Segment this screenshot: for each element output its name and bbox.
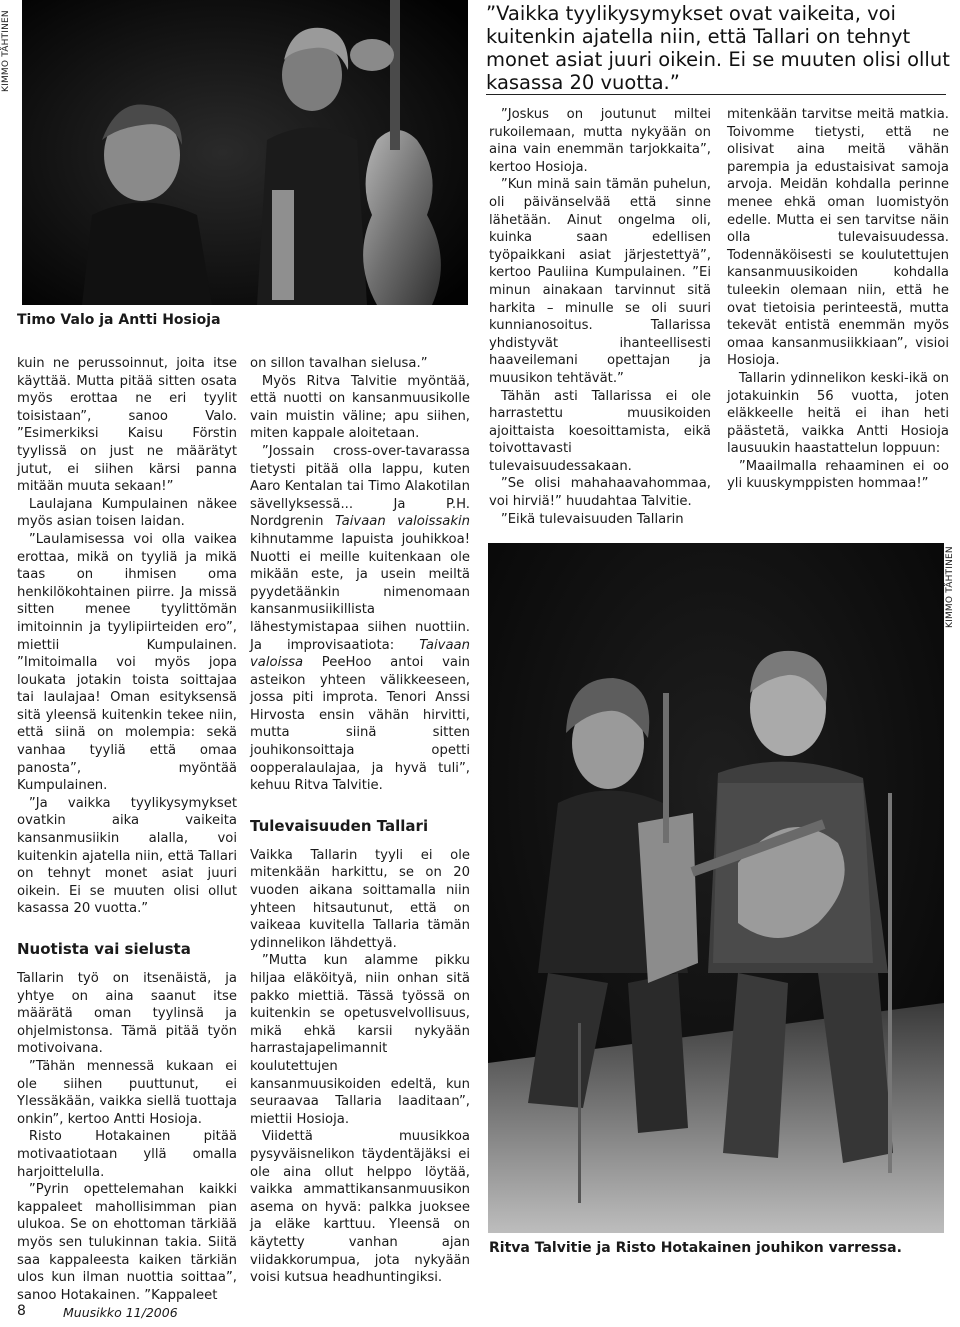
col1-paragraph: kuin ne perussoinnut, joita itse käyttää. Mutta pitää sitten osata myös erottaa ne eri tyylit toisistaan”, sanoo Valo. ”Esimerkiksi Kaisu Förstin tyylissä on just ne määrätyt jutut, ei siihen kärsi panna mitään muuta sekaan!”: [17, 356, 237, 495]
column-3: [489, 106, 711, 528]
caption-bottom: Ritva Talvitie ja Risto Hotakainen jouhikon varressa.: [489, 1240, 902, 1256]
pull-quote: ”Vaikka tyylikysymykset ovat vaikeita, voi kuitenkin ajatella niin, että Tallari on tehnyt monet asiat juuri oikein. Ei se muuten olisi ollut kasassa 20 vuotta.”: [486, 2, 950, 94]
column-4: [727, 106, 949, 493]
col3-paragraph: ”Se olisi mahahaavahommaa, voi hirviä!” huudahtaa Talvitie.: [489, 476, 711, 510]
col2-paragraph: Viidettä muusikkoa pysyväisnelikon täydentäjäksi ei ole aina ollut helppo löytää, vaikka ammattikansanmuusikon asema on hyvä: palkka juoksee ja eläke karttuu. Yleensä on käytetty vanhan ajan viidakkorumpua, jota nykyään voisi kutsua headhuntingiksi.: [250, 1129, 470, 1286]
col3-paragraph: ”Joskus on joutunut miltei rukoilemaan, mutta nykyään on aina vain enemmän tarjokkaita”, kertoo Hosioja.: [489, 107, 711, 175]
magazine-issue: Muusikko 11/2006: [63, 1305, 178, 1320]
pull-quote-rule: [486, 94, 946, 95]
col3-paragraph: ”Eikä tulevaisuuden Tallarin: [500, 511, 684, 527]
column-2: [250, 355, 470, 1287]
photo-valo-hosioja: [22, 0, 468, 305]
col2-paragraph: on sillon tavalhan sielusa.”: [250, 356, 428, 371]
caption-top: Timo Valo ja Antti Hosioja: [17, 312, 221, 328]
col2-paragraph: Myös Ritva Talvitie myöntää, että nuotti on kansanmuusikolle vain muistin väline; apu siihen, miten kappale aloitetaan.: [250, 373, 470, 442]
col2-paragraph: Vaikka Tallarin tyyli ei ole mitenkään harkittu, se on 20 vuoden aikana soittamalla niin yhteen hitsautunut, että on vaikeaa kuvitella Tallaria tämän ydinnelikon lähdettyä.: [250, 847, 470, 951]
col3-paragraph: ”Kun minä sain tämän puhelun, oli päivänselvää että sinne lähetään. Ainut ongelma oli, kuinka saan edellisen työpaikkani asiat järjestettyä”, kertoo Pauliina Kumpulainen. ”Ei minun ainakaan tarvinnut sitä harkita – minulle se oli suuri kunnianosoitus. Tallarissa yhdistyvät ihanteellisesti haaveilemani opettajan ja muusikon tehtävät.”: [489, 177, 711, 386]
col4-paragraph: mitenkään tarvitse meitä matkia. Toivomme tietysti, että ne olisivat aina meitä vähän parempia ja edustaisivat samoja arvoja. Meidän kohdalla perinne menee ehkä oman luomistyön edelle. Mutta ei sen tarvitse näin olla tulevaisuudessa. Todennäköisesti se koulutettujen kansanmuusikoiden kohdalla tuleekin olemaan niin, että he ovat tietoisia perinteestä, mutta tekevät entistä enemmän myös omaa kansanmusiikkiaan”, visioi Hosioja.: [727, 107, 949, 369]
section-heading-tulevaisuuden: Tulevaisuuden Tallari: [250, 816, 429, 835]
photo-credit-top: KIMMO TÄHTINEN: [1, 10, 11, 92]
photo-credit-right: KIMMO TÄHTINEN: [945, 546, 955, 628]
page-number: 8: [17, 1303, 26, 1319]
photo-talvitie-hotakainen: [488, 543, 944, 1233]
col4-paragraph: Tallarin ydinnelikon keski-ikä on jotakuinkin 56 vuotta, joten eläkkeelle heitä ei ihan heti päästetä, vaikka Antti Hosioja lausuukin haastattelun loppuun:: [727, 370, 949, 457]
photo-valo-hosioja-image: [22, 0, 468, 305]
section-heading-nuotista: Nuotista vai sielusta: [17, 940, 191, 958]
col1-paragraph: Tallarin työ on itsenäistä, ja yhtye on aina saanut itse määrätä oman tyylinsä ja ohjelmistonsa. Tämä pitää työn motivoivana.: [17, 971, 237, 1057]
col2-paragraph: ”Mutta kun alamme pikku hiljaa eläköityä, niin onhan sitä pakko miettiä. Tässä työssä on kuitenkin se opetusvelvollisuus, mikä ehkä karsii nykyään harrastajapelimannit koulutettujen kansanmuusikoiden edeltä, kun seuraavaa Tallaria laaditaan”, miettii Hosioja.: [250, 953, 470, 1127]
col2-paragraph: ”Jossain cross-over-tavarassa tietysti pitää olla lappu, kuten Aaro Kentalan tai Timo Alakotilan sävellyksessä... Ja P.H. Nordgrenin Taivaan valoissakin kihnutamme lapuista jouhikkoa! Nuotti ei meille kuitenkaan ole mikään este, ja usein meiltä pyydetäänkin nimenomaan kansanmusiikillista lähestymistapaa siihen nuottiin. Ja improvisaatiota: Taivaan valoissa PeeHoo antoi vain asteikon yhteen välikkeeseen, jossa piti improta. Tenori Anssi Hirvosta ensin vähän hirvitti, mutta siinä sitten jouhikonsoittaja opetti oopperalaulajaa, ja hyvä tuli”, kehuu Ritva Talvitie.: [250, 443, 470, 794]
col1-paragraph: ”Laulamisessa voi olla vaikea erottaa, mikä on tyyliä ja mikä taas on ihmisen oma henkilökohtainen piirre. Ja missä sitten menee tyylittömän imitoinnin ja tyylipiirteiden ero”, miettii Kumpulainen. ”Imitoimalla voi myös jopa loukata jotakin toista soittajaa tai laulajaa! Oman esityksensä sitä yleensä kuitenkin tekee niin, että siinä on molempia: sekä vanhaa tyyliä että omaa panosta”, myöntää Kumpulainen.: [17, 531, 237, 794]
col1-paragraph: Risto Hotakainen pitää motivaatiotaan yllä omalla harjoittelulla.: [17, 1129, 237, 1180]
column-1: [17, 355, 237, 1304]
col1-paragraph: ”Pyrin opettelemahan kaikki kappaleet mahollisimman pian ulukoa. Se on ehottoman tärkiää myös sen tulukinnan takia. Siitä saa kappaleesta kaiken tärkiän ulos kun ilman nuottia soittaa”, sanoo Hotakainen. ”Kappaleet: [17, 1182, 237, 1303]
col1-paragraph: ”Ja vaikka tyylikysymykset ovatkin aika vaikeita kansanmusiikin alalla, voi kuitenkin ajatella niin, että Tallari on tehnyt monet asiat juuri oikein. Ei se muuten olisi ollut kasassa 20 vuotta.”: [17, 795, 237, 917]
col1-paragraph: Laulajana Kumpulainen näkee myös asian toisen laidan.: [17, 496, 237, 530]
col1-paragraph: ”Tähän mennessä kukaan ei ole siihen puuttunut, ei Ylessäkään, vaikka siellä tuottaja onkin”, kertoo Antti Hosioja.: [17, 1058, 237, 1127]
photo-talvitie-hotakainen-image: [488, 543, 944, 1233]
col4-paragraph: ”Maailmalla rehaaminen ei oo yli kuuskymppisten hommaa!”: [727, 458, 949, 492]
col3-paragraph: Tähän asti Tallarissa ei ole harrastettu muusikoiden ajoittaista koesoittamista, eikä toivottavasti tulevaisuudessakaan.: [489, 388, 711, 474]
